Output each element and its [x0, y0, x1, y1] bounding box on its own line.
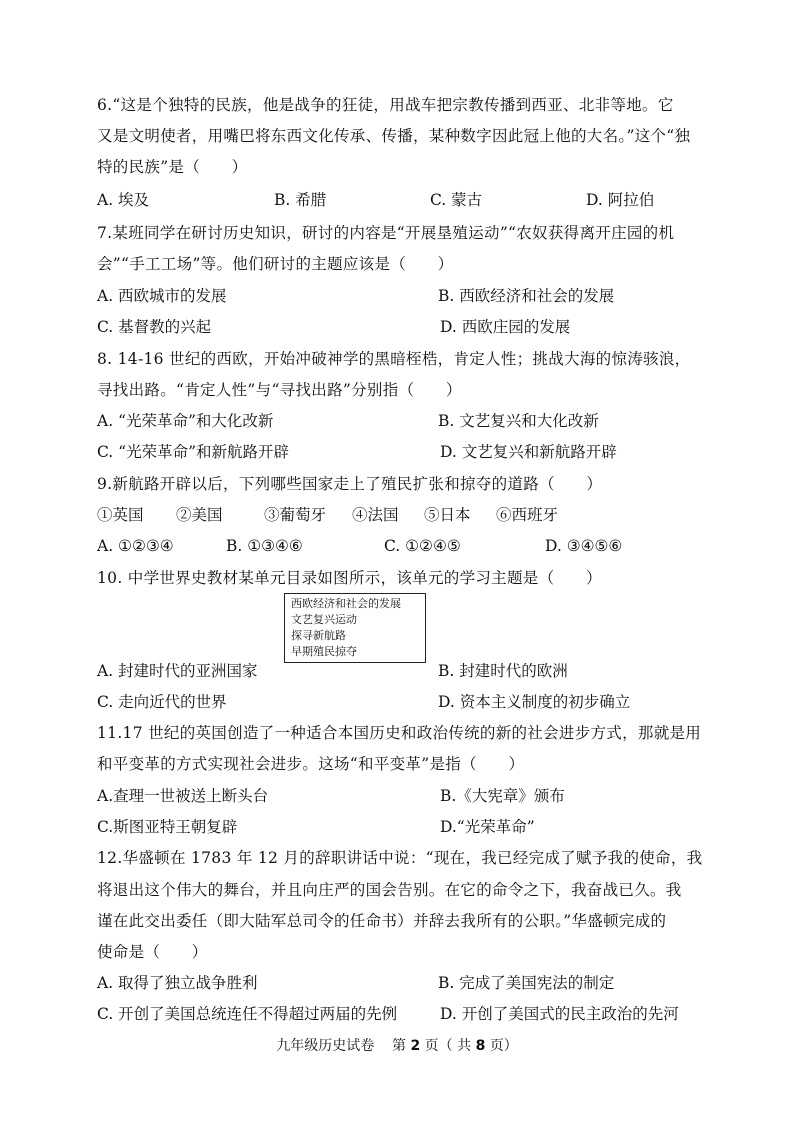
- question-6-option-a: A. 埃及: [97, 191, 150, 209]
- question-7-option-d: D. 西欧庄园的发展: [440, 318, 571, 336]
- question-11-option-a: A.查理一世被送上断头台: [97, 787, 269, 805]
- footer-page-number: 2: [410, 1038, 421, 1054]
- question-7-option-a: A. 西欧城市的发展: [97, 287, 227, 305]
- question-8-option-c: C. “光荣革命”和新航路开辟: [97, 443, 290, 461]
- question-9-option-b: B. ①③④⑥: [226, 537, 303, 555]
- question-9-choice-2: ②美国: [176, 506, 223, 524]
- question-9-option-c: C. ①②④⑤: [384, 537, 461, 555]
- question-6-line-2: 又是文明使者，用嘴巴将东西文化传承、传播，某种数字因此冠上他的大名。”这个“独: [97, 127, 691, 145]
- question-6-option-d: D. 阿拉伯: [586, 191, 655, 209]
- question-12-option-d: D. 开创了美国式的民主政治的先河: [440, 1005, 679, 1023]
- question-11-option-c: C.斯图亚特王朝复辟: [97, 818, 238, 836]
- question-9-option-a: A. ①②③④: [97, 537, 174, 555]
- question-9-option-d: D. ③④⑤⑥: [545, 537, 623, 555]
- question-7-option-b: B. 西欧经济和社会的发展: [438, 287, 615, 305]
- question-12-line-1: 12.华盛顿在 1783 年 12 月的辞职讲话中说：“现在，我已经完成了赋予我的使命，我: [97, 849, 703, 867]
- question-12-line-3: 谨在此交出委任（即大陆军总司令的任命书）并辞去我所有的公职。”华盛顿完成的: [97, 912, 667, 930]
- question-6-line-3: 特的民族”是（ ）: [97, 158, 248, 176]
- unit-contents-item: 西欧经济和社会的发展: [291, 597, 401, 610]
- question-10-option-d: D. 资本主义制度的初步确立: [438, 693, 631, 711]
- question-11-line-2: 和平变革的方式实现社会进步。这场“和平变革”是指（ ）: [97, 755, 525, 773]
- footer-page-post: 页）: [489, 1038, 518, 1054]
- question-10-option-a: A. 封建时代的亚洲国家: [97, 662, 258, 680]
- question-9-choice-1: ①英国: [97, 506, 144, 524]
- question-12-line-4: 使命是（ ）: [97, 943, 208, 961]
- unit-contents-box: [284, 593, 426, 663]
- question-11-option-d: D.“光荣革命”: [440, 818, 535, 836]
- question-12-option-c: C. 开创了美国总统连任不得超过两届的先例: [97, 1005, 398, 1023]
- question-11-line-1: 11.17 世纪的英国创造了一种适合本国历史和政治传统的新的社会进步方式，那就是用: [97, 724, 702, 742]
- unit-contents-item: 文艺复兴运动: [291, 613, 357, 626]
- question-12-option-a: A. 取得了独立战争胜利: [97, 974, 258, 992]
- footer-title: 九年级历史试卷: [276, 1038, 375, 1054]
- question-6-option-c: C. 蒙古: [430, 191, 483, 209]
- question-9-choice-5: ⑤日本: [424, 506, 471, 524]
- question-10-option-c: C. 走向近代的世界: [97, 693, 227, 711]
- question-7-line-1: 7.某班同学在研讨历史知识，研讨的内容是“开展垦殖运动”“农奴获得离开庄园的机: [97, 224, 675, 242]
- page-footer: [0, 1036, 794, 1056]
- question-7-option-c: C. 基督教的兴起: [97, 318, 212, 336]
- question-8-line-1: 8. 14-16 世纪的西欧，开始冲破神学的黑暗桎梏，肯定人性；挑战大海的惊涛骇浪，: [97, 350, 691, 368]
- question-8-option-b: B. 文艺复兴和大化改新: [438, 412, 599, 430]
- question-9-line-1: 9.新航路开辟以后，下列哪些国家走上了殖民扩张和掠夺的道路（ ）: [97, 475, 603, 493]
- question-8-option-d: D. 文艺复兴和新航路开辟: [440, 443, 617, 461]
- question-6-line-1: 6.“这是个独特的民族，他是战争的狂徒，用战车把宗教传播到西亚、北非等地。它: [97, 96, 674, 114]
- unit-contents-item: 探寻新航路: [291, 629, 346, 642]
- question-10-option-b: B. 封建时代的欧洲: [438, 662, 568, 680]
- question-9-choice-4: ④法国: [352, 506, 399, 524]
- question-6-option-b: B. 希腊: [274, 191, 327, 209]
- question-12-line-2: 将退出这个伟大的舞台，并且向庄严的国会告别。在它的命令之下，我奋战已久。我: [97, 881, 682, 899]
- footer-total-pages: 8: [475, 1038, 486, 1054]
- footer-page-pre: 第: [392, 1038, 407, 1054]
- question-8-line-2: 寻找出路。“肯定人性”与“寻找出路”分别指（ ）: [97, 381, 462, 399]
- footer-page-mid: 页（ 共: [424, 1038, 472, 1054]
- question-7-line-2: 会”“手工工场”等。他们研讨的主题应该是（ ）: [97, 255, 454, 273]
- question-12-option-b: B. 完成了美国宪法的制定: [438, 974, 615, 992]
- question-8-option-a: A. “光荣革命”和大化改新: [97, 412, 274, 430]
- question-9-choice-3: ③葡萄牙: [264, 506, 327, 524]
- question-11-option-b: B.《大宪章》颁布: [440, 787, 565, 805]
- unit-contents-item: 早期殖民掠夺: [291, 645, 357, 658]
- question-10-line-1: 10. 中学世界史教材某单元目录如图所示，该单元的学习主题是（ ）: [97, 569, 602, 587]
- question-9-choice-6: ⑥西班牙: [496, 506, 559, 524]
